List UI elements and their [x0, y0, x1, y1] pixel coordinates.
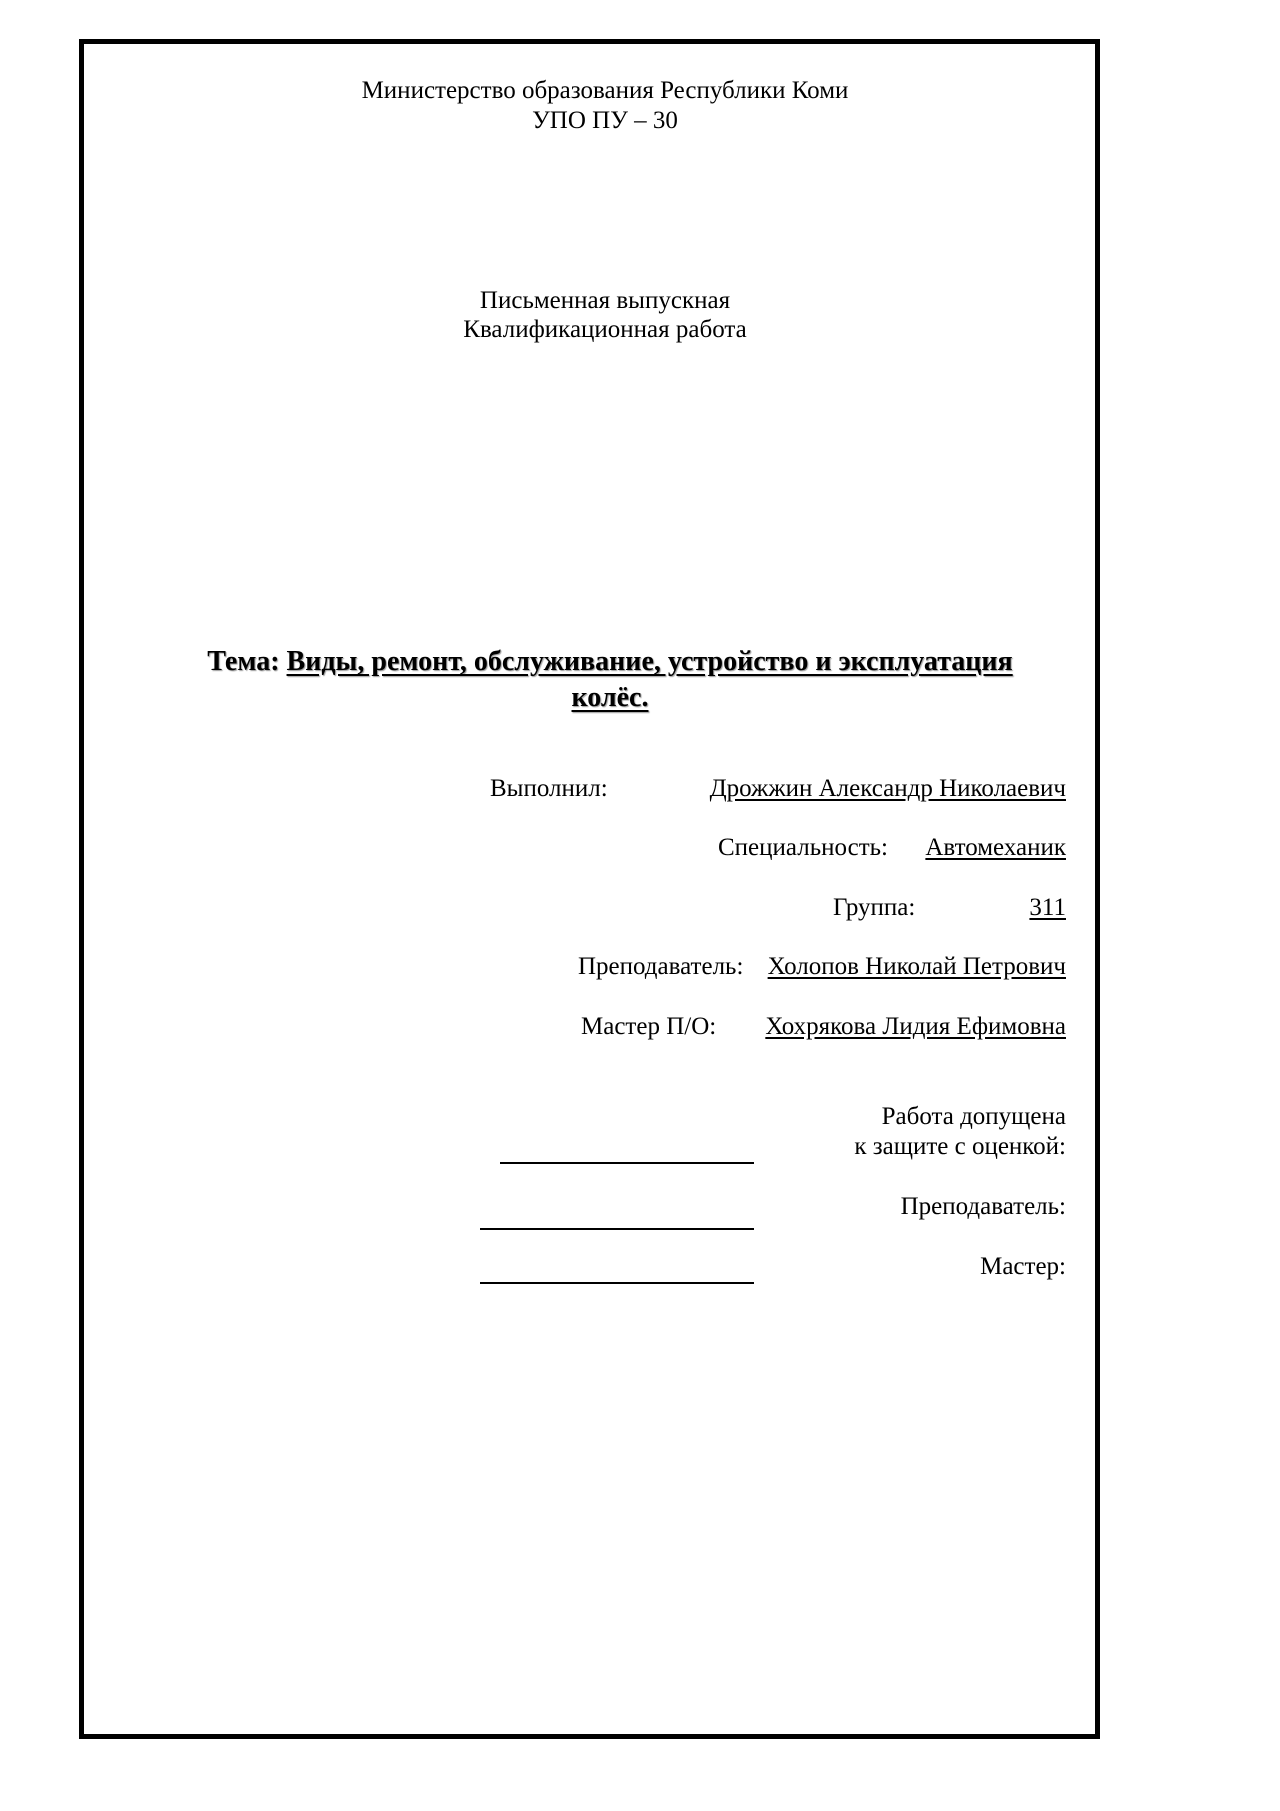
approval-master-label: Мастер:	[980, 1253, 1066, 1280]
school-name: УПО ПУ – 30	[532, 107, 678, 134]
approval-line1: Работа допущена	[881, 1103, 1066, 1130]
performer-value: Дрожжин Александр Николаевич	[709, 775, 1066, 802]
group-value: 311	[1029, 894, 1066, 921]
grade-signature-line	[500, 1162, 754, 1164]
master-label: Мастер П/О:	[581, 1013, 717, 1040]
master-signature-line	[480, 1282, 754, 1284]
approval-teacher-label: Преподаватель:	[900, 1193, 1066, 1220]
approval-line2: к защите с оценкой:	[854, 1133, 1066, 1160]
topic-text-line1: Виды, ремонт, обслуживание, устройство и эксплуатация	[286, 646, 1013, 677]
specialty-label: Специальность:	[718, 834, 888, 861]
topic-label: Тема:	[207, 646, 280, 677]
teacher-label: Преподаватель:	[578, 953, 744, 980]
teacher-signature-line	[480, 1228, 754, 1230]
specialty-value: Автомеханик	[925, 834, 1066, 861]
ministry-name: Министерство образования Республики Коми	[361, 77, 849, 104]
performer-label: Выполнил:	[490, 775, 608, 802]
group-label: Группа:	[833, 894, 916, 921]
work-type-line2: Квалификационная работа	[463, 316, 747, 343]
topic-title-cont	[150, 680, 1070, 716]
teacher-value: Холопов Николай Петрович	[767, 953, 1066, 980]
topic-title	[150, 644, 1070, 680]
topic-text-line2: колёс.	[571, 682, 649, 713]
master-value: Хохрякова Лидия Ефимовна	[765, 1013, 1066, 1040]
work-type-line1: Письменная выпускная	[479, 287, 731, 314]
